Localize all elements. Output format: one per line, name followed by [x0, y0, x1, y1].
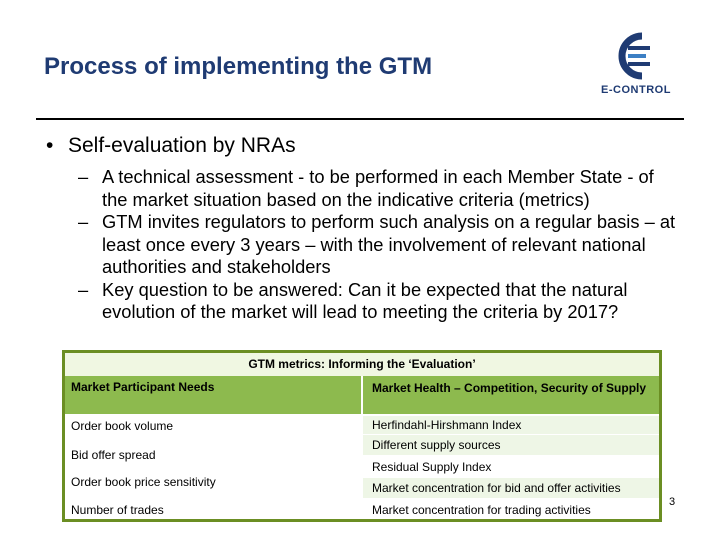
col2-item: Market concentration for trading activities [363, 501, 659, 519]
sub-bullet-text: A technical assessment - to be performed in each Member State - of the market situation based on the indicative criteria (metrics) [102, 166, 654, 210]
title-divider [36, 118, 684, 120]
logo-text: E-CONTROL [601, 84, 671, 96]
dash-marker: – [78, 166, 89, 187]
gtm-metrics-table [62, 350, 662, 522]
bullet-dot: • [46, 134, 54, 157]
table-title: GTM metrics: Informing the ‘Evaluation’ [65, 353, 659, 376]
main-bullet [46, 134, 296, 158]
col1-header: Market Participant Needs [65, 376, 361, 414]
sub-bullet [78, 211, 683, 279]
col2-item: Residual Supply Index [363, 456, 659, 478]
main-bullet-text: Self-evaluation by NRAs [68, 134, 296, 157]
sub-bullet-list [78, 166, 683, 324]
e-control-logo [590, 30, 682, 100]
col1-item: Order book price sensitivity [71, 475, 216, 489]
col2-item: Different supply sources [363, 435, 659, 455]
col2-item: Market concentration for bid and offer activities [363, 478, 659, 498]
dash-marker: – [78, 278, 89, 300]
sub-bullet-text: Key question to be answered: Can it be expected that the natural evolution of the market will lead to meeting the criteria by 2017? [102, 278, 628, 322]
col1-item: Number of trades [71, 503, 164, 517]
slide-title: Process of implementing the GTM [44, 53, 433, 80]
e-control-logo-icon [590, 30, 682, 84]
sub-bullet-text: GTM invites regulators to perform such analysis on a regular basis – at least once every 3 years – with the involvement of relevant national authorities and stakeholders [102, 211, 676, 277]
sub-bullet [78, 166, 683, 211]
page-number: 3 [669, 496, 676, 508]
col2-item: Herfindahl-Hirshmann Index [363, 416, 659, 434]
col1-item: Bid offer spread [71, 448, 156, 462]
dash-marker: – [78, 211, 89, 232]
col2-header: Market Health – Competition, Security of Supply [363, 376, 659, 414]
sub-bullet [78, 279, 683, 324]
col1-item: Order book volume [71, 419, 174, 433]
